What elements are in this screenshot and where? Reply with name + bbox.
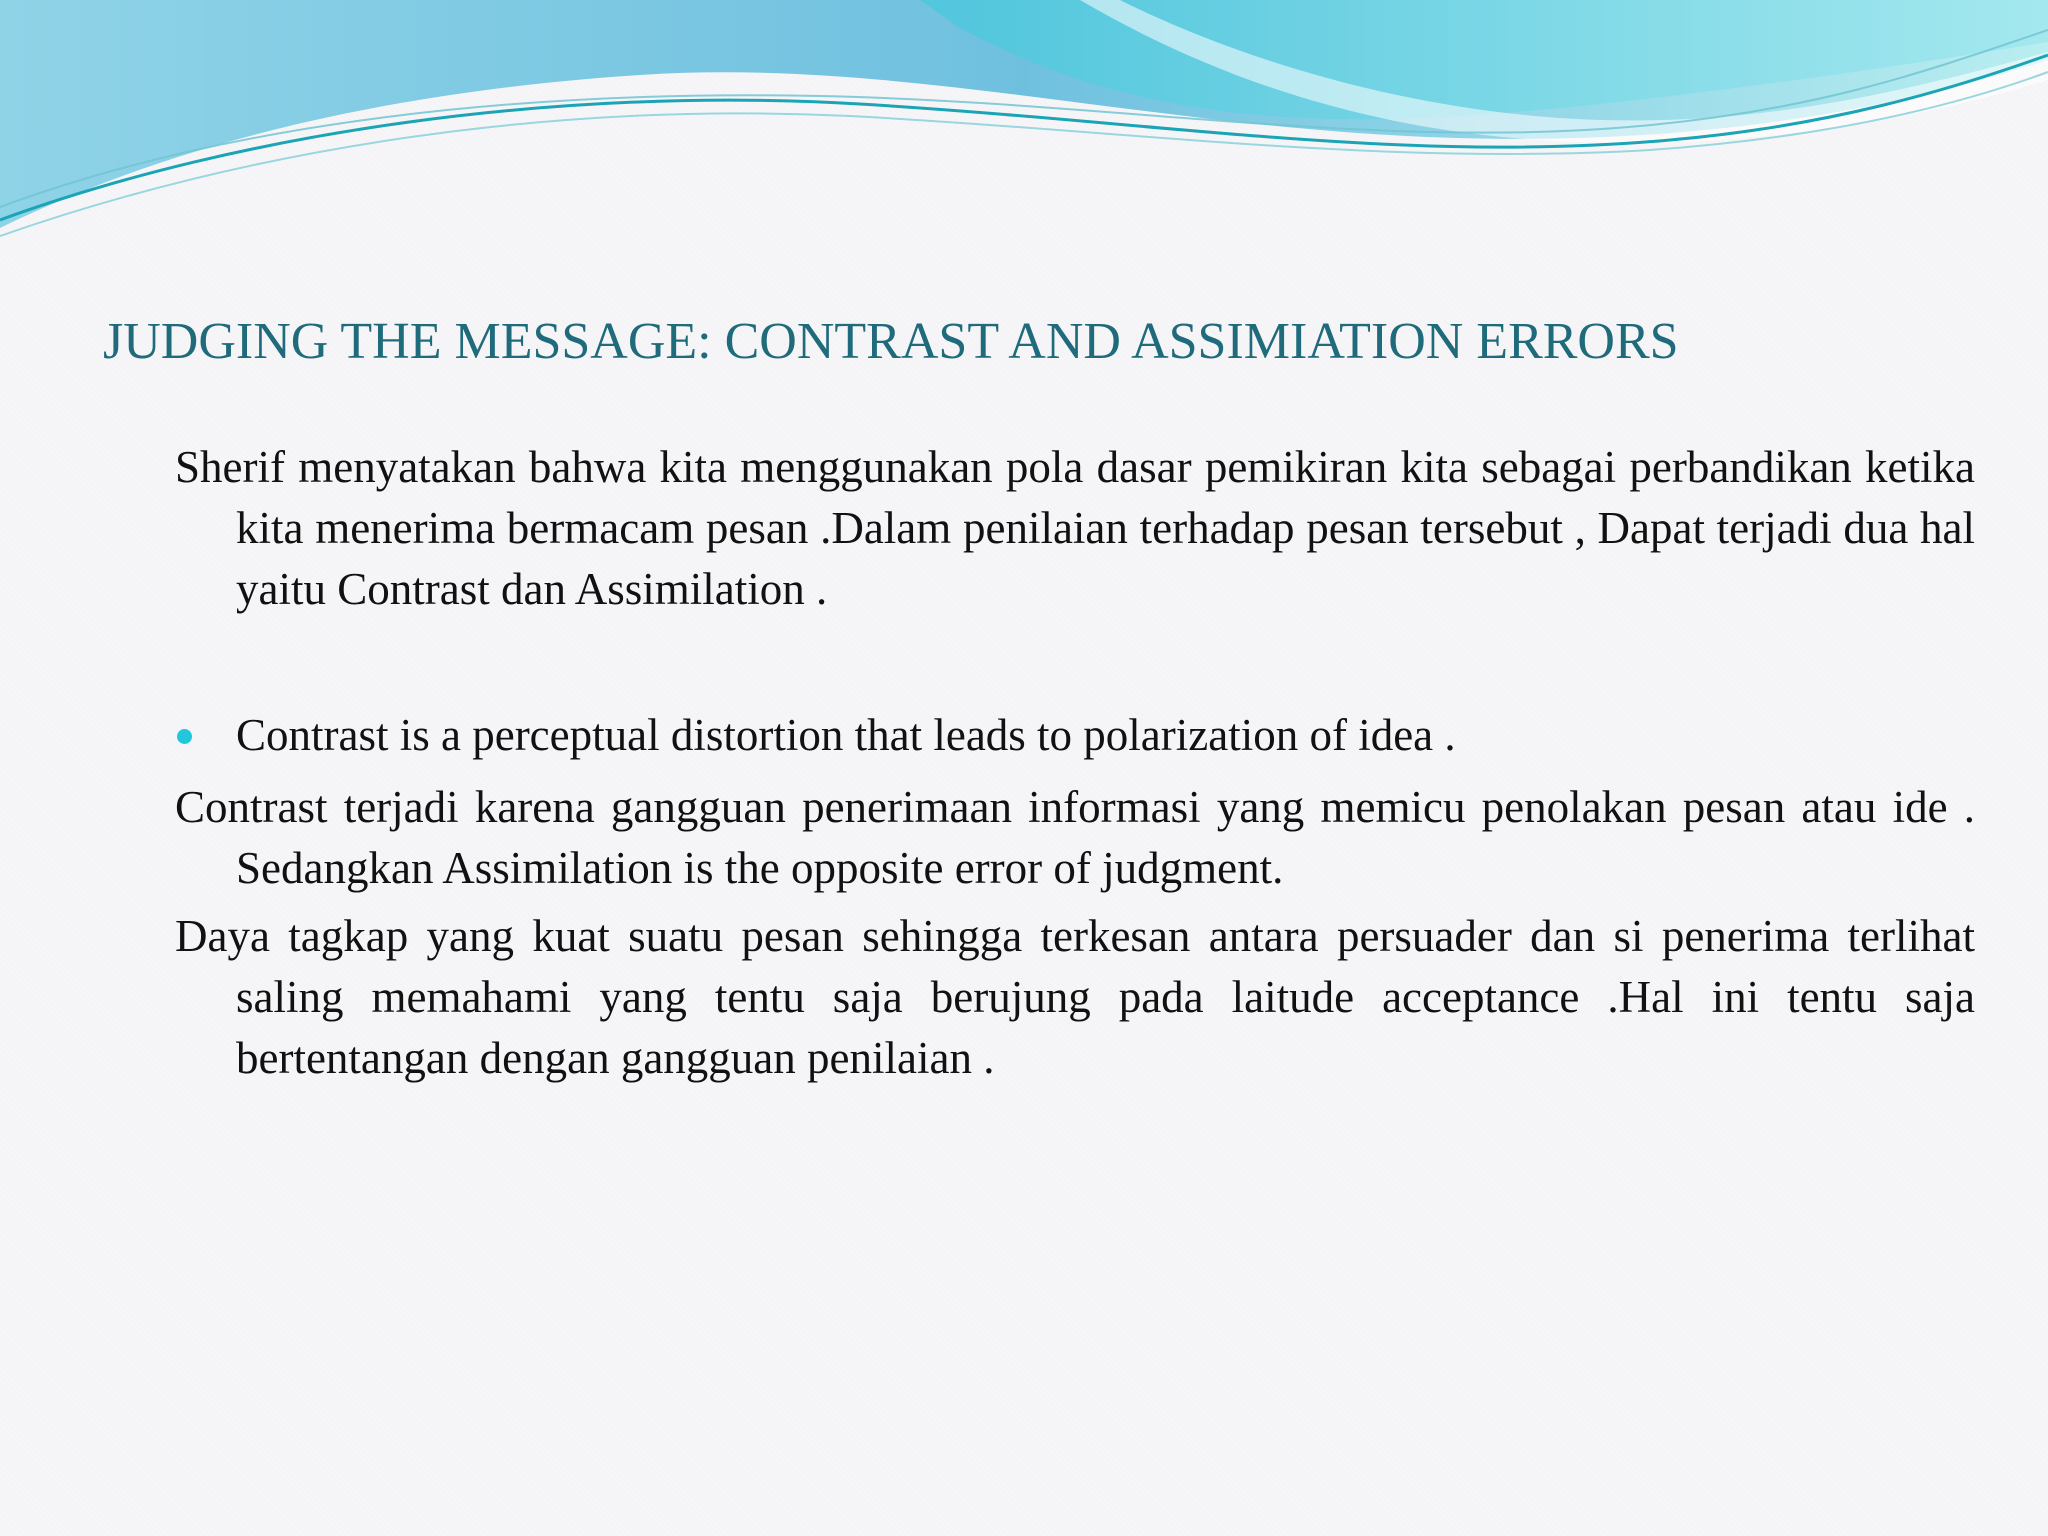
bullet-circle-icon xyxy=(177,729,192,744)
contrast-bullet xyxy=(175,705,1975,766)
intro-paragraph: Sherif menyatakan bahwa kita menggunakan pola dasar pemikiran kita sebagai perbandikan ketika kita menerima bermacam pesan .Dalam penilaian terhadap pesan tersebut , Dapat terjadi dua hal yaitu Contrast dan Assimilation . xyxy=(175,442,1975,614)
slide-body xyxy=(175,437,1975,1089)
slide-title: JUDGING THE MESSAGE: CONTRAST AND ASSIMIATION ERRORS xyxy=(103,313,1679,370)
paragraph-spacer xyxy=(175,620,1975,705)
assimilation-explanation-paragraph: Daya tagkap yang kuat suatu pesan sehingga terkesan antara persuader dan si penerima terlihat saling memahami yang tentu saja berujung pada laitude acceptance .Hal ini tentu saja bertentangan dengan gangguan penilaian . xyxy=(175,911,1975,1083)
decorative-wave-header xyxy=(0,0,2048,260)
contrast-bullet-text: Contrast is a perceptual distortion that leads to polarization of idea . xyxy=(236,710,1456,760)
contrast-explanation-paragraph: Contrast terjadi karena gangguan penerimaan informasi yang memicu penolakan pesan atau ide . Sedangkan Assimilation is the opposite error of judgment. xyxy=(175,782,1975,893)
small-spacer xyxy=(175,899,1975,906)
